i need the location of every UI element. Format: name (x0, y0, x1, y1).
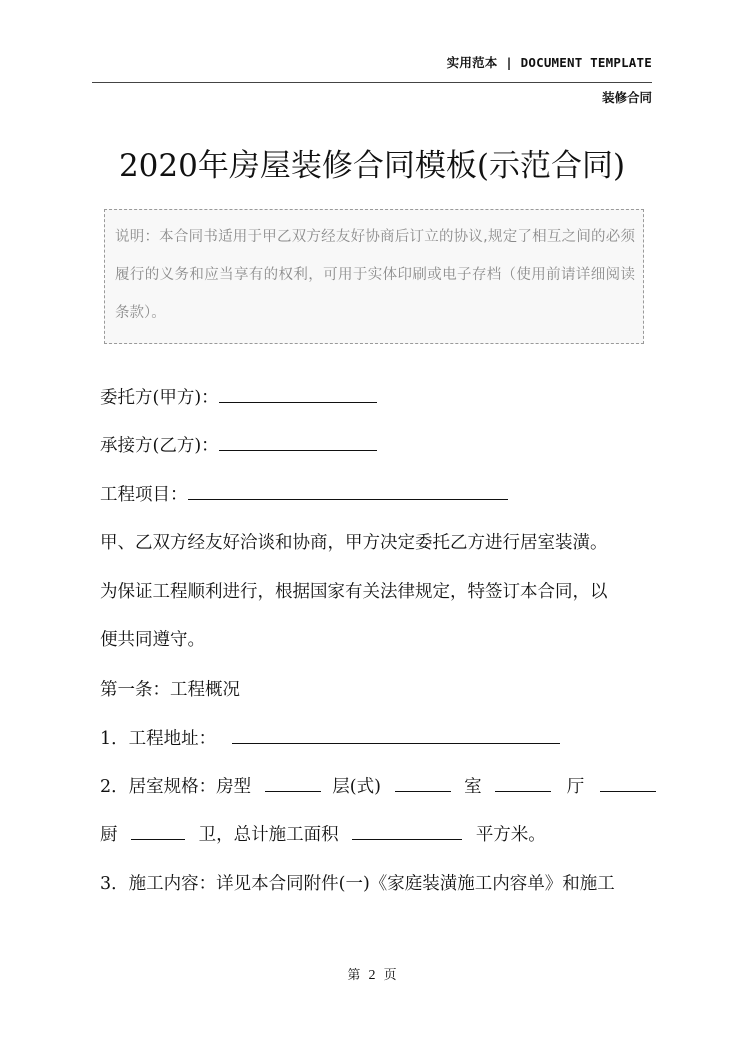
party-b-blank[interactable] (219, 434, 377, 451)
instruction-note: 说明：本合同书适用于甲乙双方经友好协商后订立的协议,规定了相互之间的必须履行的义务和应当享有的权利，可用于实体印刷或电子存档（使用前请详细阅读条款）。 (104, 209, 644, 344)
document-header-label: 实用范本 | DOCUMENT TEMPLATE (446, 55, 652, 70)
hall-count-blank[interactable] (600, 775, 656, 792)
layer-label: 层(式) (332, 777, 381, 797)
document-title: 2020年房屋装修合同模板(示范合同) (118, 148, 626, 184)
area-blank[interactable] (352, 823, 462, 840)
hall-label: 厅 (566, 777, 585, 797)
party-a-label: 委托方(甲方)： (100, 388, 219, 408)
project-label: 工程项目： (100, 485, 188, 505)
kitchen-bath-line (100, 821, 546, 846)
page-suffix: 页 (383, 968, 397, 983)
project-blank[interactable] (188, 483, 508, 500)
project-line (100, 481, 508, 506)
article-heading: 第一条：工程概况 (100, 680, 240, 700)
room-count-blank[interactable] (495, 775, 551, 792)
paragraph-line: 为保证工程顺利进行，根据国家有关法律规定，特签订本合同，以 (100, 582, 608, 602)
paragraph-line: 甲、乙双方经友好洽谈和协商，甲方决定委托乙方进行居室装潢。 (100, 533, 608, 553)
room-type-blank[interactable] (265, 775, 321, 792)
address-blank[interactable] (232, 727, 560, 744)
construction-content-line: 3．施工内容：详见本合同附件(一)《家庭装潢施工内容单》和施工 (100, 874, 615, 894)
party-b-line (100, 432, 377, 457)
party-a-line (100, 384, 377, 409)
party-a-blank[interactable] (219, 386, 377, 403)
layer-blank[interactable] (395, 775, 451, 792)
page-footer (0, 964, 744, 984)
paragraph-line: 便共同遵守。 (100, 630, 205, 650)
header-divider (92, 82, 652, 83)
address-line (100, 725, 560, 750)
page-number: 2 (368, 968, 376, 983)
kitchen-label: 厨 (100, 825, 118, 845)
page-prefix: 第 (347, 968, 361, 983)
kitchen-count-blank[interactable] (131, 823, 185, 840)
room-spec-line (100, 773, 656, 798)
bath-area-label: 卫，总计施工面积 (198, 825, 339, 845)
room-spec-label: 2．居室规格：房型 (100, 777, 252, 797)
area-unit-label: 平方米。 (475, 825, 546, 845)
party-b-label: 承接方(乙方)： (100, 436, 219, 456)
address-label: 1．工程地址： (100, 729, 217, 749)
document-category: 装修合同 (601, 90, 652, 105)
room-label: 室 (464, 777, 482, 797)
